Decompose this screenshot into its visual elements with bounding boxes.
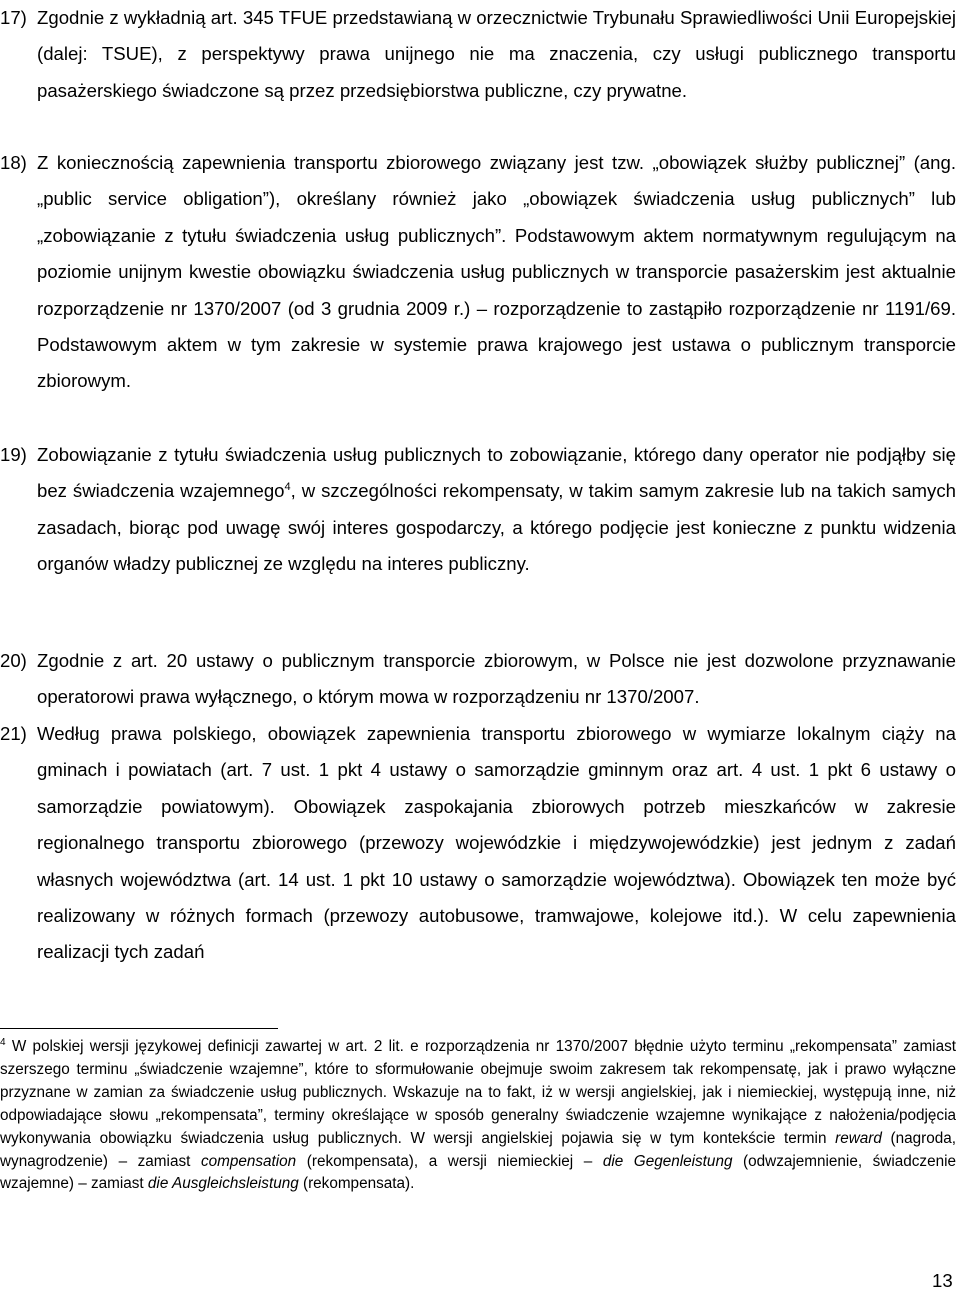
italic-term: compensation [200,1152,297,1170]
text-segment: Zgodnie z art. 20 ustawy o publicznym transporcie zbiorowym, w Polsce nie jest dozwolone przyznawanie operatorowi prawa wyłącznego, o którym mowa w rozporządzeniu nr 1370/2007. [37,650,956,708]
text-segment: (rekompensata), a wersji niemieckiej – [296,1152,603,1170]
italic-term: reward [835,1129,882,1147]
paragraph-text [37,0,956,109]
text-segment: Według prawa polskiego, obowiązek zapewnienia transportu zbiorowego w wymiarze lokalnym ciąży na gminach i powiatach (art. 7 ust. 1 pkt 4 ustawy o samorządzie gminnym oraz art. 4 ust. 1 pkt 6 ustawy o samorządzie powiatowym). Obowiązek zaspokajania zbiorowych potrzeb mieszkańców w zakresie regionalnego transportu zbiorowego (przewozy wojewódzkie i międzywojewódzkie) jest jednym z zadań własnych województwa (art. 14 ust. 1 pkt 10 ustawy o samorządzie województwa). Obowiązek ten może być realizowany w różnych formach (przewozy autobusowe, tramwajowe, kolejowe itd.). W celu zapewnienia realizacji tych zadań [37,723,956,963]
italic-term: die Ausgleichsleistung [147,1175,299,1193]
footnote [0,1036,956,1196]
footnote-marker: 4 [0,1037,6,1048]
text-segment: Zgodnie z wykładnią art. 345 TFUE przedstawianą w orzecznictwie Trybunału Sprawiedliwości Unii Europejskiej (dalej: TSUE), z perspektywy prawa unijnego nie ma znaczenia, czy usługi publicznego transportu pasażerskiego świadczone są przez przedsiębiorstwa publiczne, czy prywatne. [37,7,956,101]
numbered-paragraph [0,643,960,716]
paragraph-number: 17) [0,7,27,28]
text-segment: , w szczególności rekompensaty, w takim samym zakresie lub na takich samych zasadach, biorąc pod uwagę swój interes gospodarczy, a którego podjęcie jest konieczne z punktu widzenia organów władzy publicznej ze względu na interes publiczny. [37,480,956,575]
numbered-paragraph [0,437,960,583]
footnote-separator [0,1028,278,1029]
page-number: 13 [932,1270,953,1291]
footnote-reference: 4 [284,481,291,494]
text-segment: (nagroda, wynagrodzenie) – zamiast [0,1129,956,1170]
text-segment: W polskiej wersji językowej definicji zawartej w art. 2 lit. e rozporządzenia nr 1370/2007 błędnie użyto terminu „rekompensata” zamiast szerszego terminu „świadczenie wzajemne”, które to sformułowanie obejmuje swoim zakresem tak rekompensatę, jak i prawo wyłączne przyznane w zamian za świadczenie usług publicznych. Wskazuje na to fakt, iż w wersji angielskiej, jak i niemieckiej, występują inne, niż odpowiadające słowu „rekompensata”, terminy określające w sposób generalny świadczenie wzajemne wynikające z nałożenia/podjęcia wykonywania obowiązku świadczenia usług publicznych. W wersji angielskiej pojawia się w tym kontekście termin [0,1038,956,1147]
paragraph-text [37,437,956,583]
numbered-paragraph [0,145,960,400]
paragraph-number: 19) [0,444,27,465]
paragraph-text [37,716,956,971]
numbered-paragraph [0,0,960,109]
paragraph-text [37,643,956,716]
italic-term: die Gegenleistung [602,1152,733,1170]
text-segment: Z koniecznością zapewnienia transportu zbiorowego związany jest tzw. „obowiązek służby publicznej” (ang. „public service obligation”), określany również jako „obowiązek świadczenia usług publicznych” lub „zobowiązanie z tytułu świadczenia usług publicznych”. Podstawowym aktem normatywnym regulującym na poziomie unijnym kwestie obowiązku świadczenia usług publicznych w transporcie pasażerskim jest aktualnie rozporządzenie nr 1370/2007 (od 3 grudnia 2009 r.) – rozporządzenie to zastąpiło rozporządzenie nr 1191/69. Podstawowym aktem w tym zakresie w systemie prawa krajowego jest ustawa o publicznym transporcie zbiorowym. [37,152,956,392]
paragraph-text [37,145,956,400]
text-segment: (rekompensata). [298,1175,415,1193]
paragraph-number: 21) [0,723,27,744]
text-segment: Zobowiązanie z tytułu świadczenia usług publicznych to zobowiązanie, którego dany operator nie podjąłby się bez świadczenia wzajemnego [37,444,956,502]
numbered-paragraph [0,716,960,971]
text-segment: (odwzajemnienie, świadczenie wzajemne) – zamiast [0,1152,956,1193]
paragraph-number: 20) [0,650,27,671]
paragraph-number: 18) [0,152,27,173]
